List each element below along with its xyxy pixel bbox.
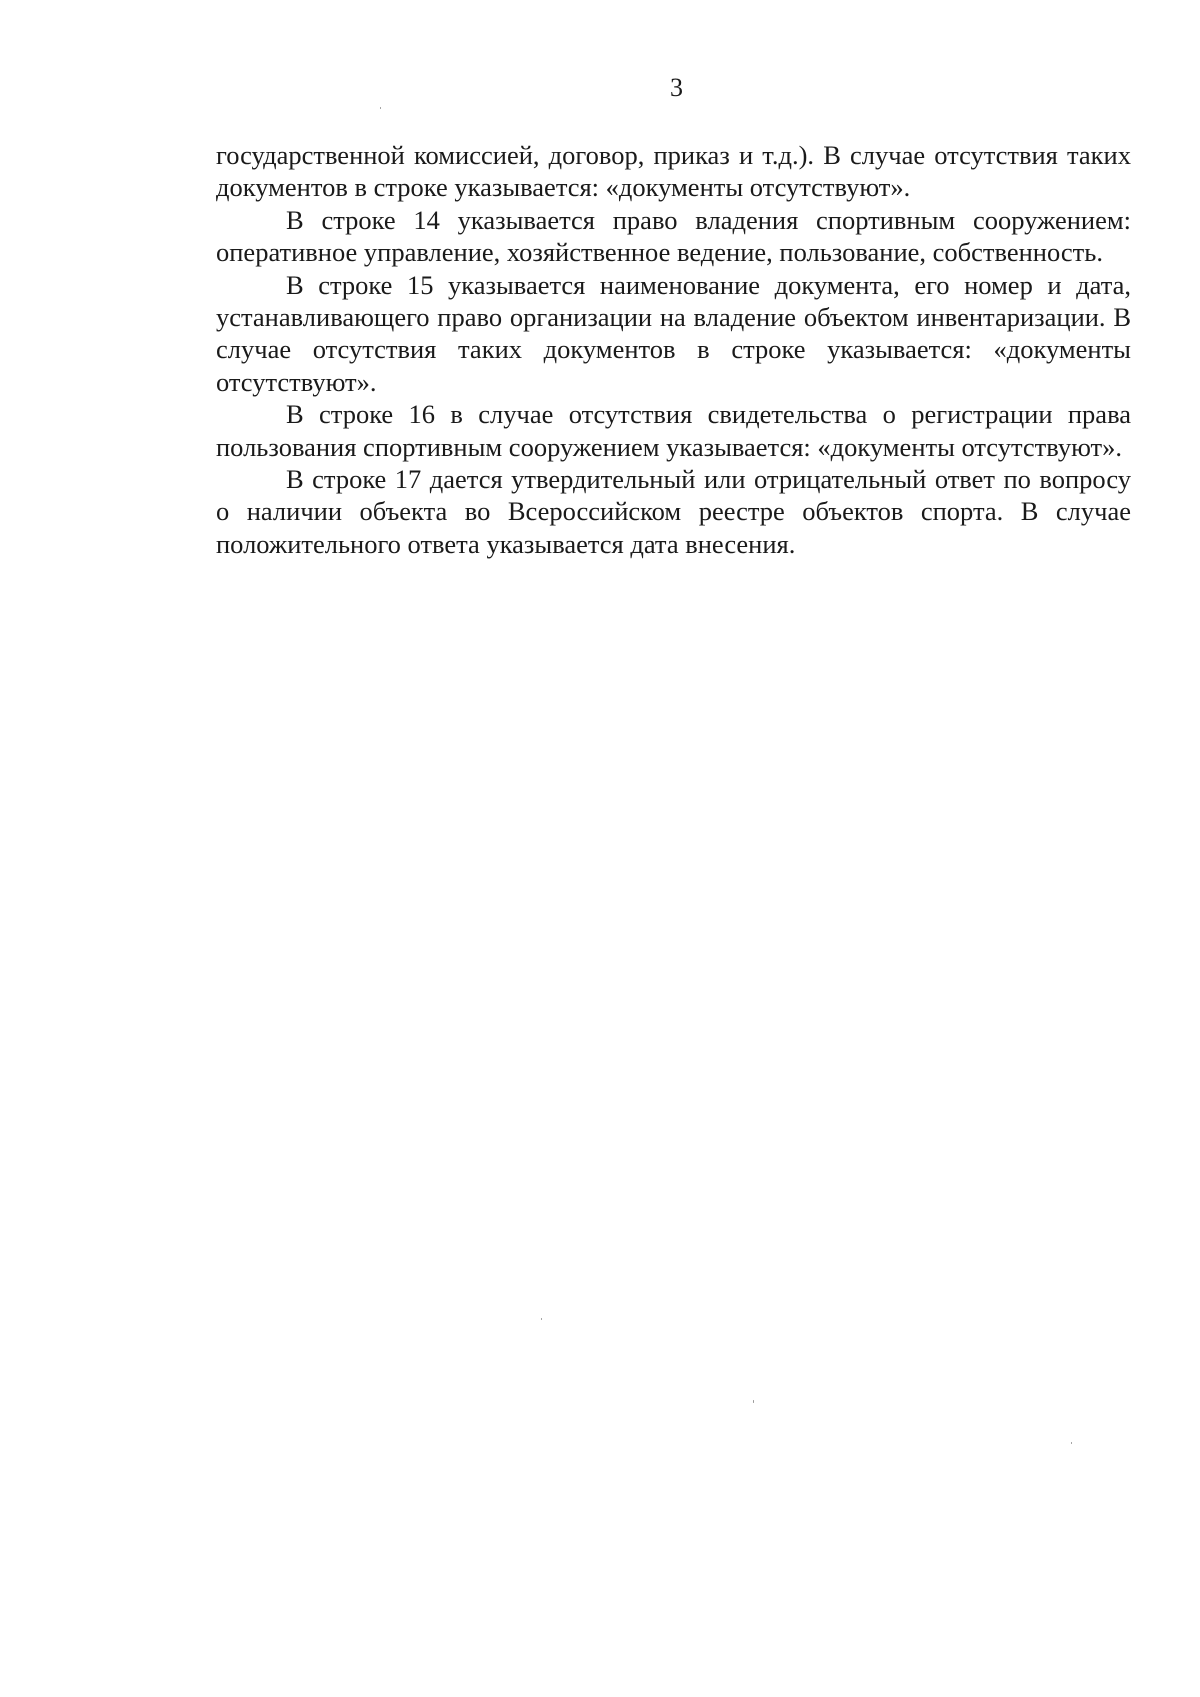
page-number: 3 — [670, 73, 683, 102]
paragraph-line-15: В строке 15 указывается наименование документа, его номер и дата, устанавливающего право организации на владение объектом инвентаризации. В случае отсутствия таких документов в строке указывается: «документы отсутствуют». — [216, 269, 1131, 397]
paragraph-line-14: В строке 14 указывается право владения спортивным сооружением: оперативное управление, хозяйственное ведение, пользование, собственность. — [216, 204, 1131, 268]
paragraph-continuation: государственной комиссией, договор, приказ и т.д.). В случае отсутствия таких документов в строке указывается: «документы отсутствуют». — [216, 140, 1131, 203]
scan-speck — [380, 107, 381, 109]
scan-speck — [1071, 1442, 1072, 1444]
paragraph-line-16: В строке 16 в случае отсутствия свидетельства о регистрации права пользования спортивным сооружением указывается: «документы отсутствуют». — [216, 399, 1131, 462]
scan-speck — [753, 1400, 754, 1403]
body-text — [216, 139, 1131, 560]
scan-speck — [541, 1318, 542, 1320]
paragraph-line-17: В строке 17 дается утвердительный или отрицательный ответ по вопросу о наличии объекта во Всероссийском реестре объектов спорта. В случае положительного ответа указывается дата внесения. — [216, 464, 1131, 559]
